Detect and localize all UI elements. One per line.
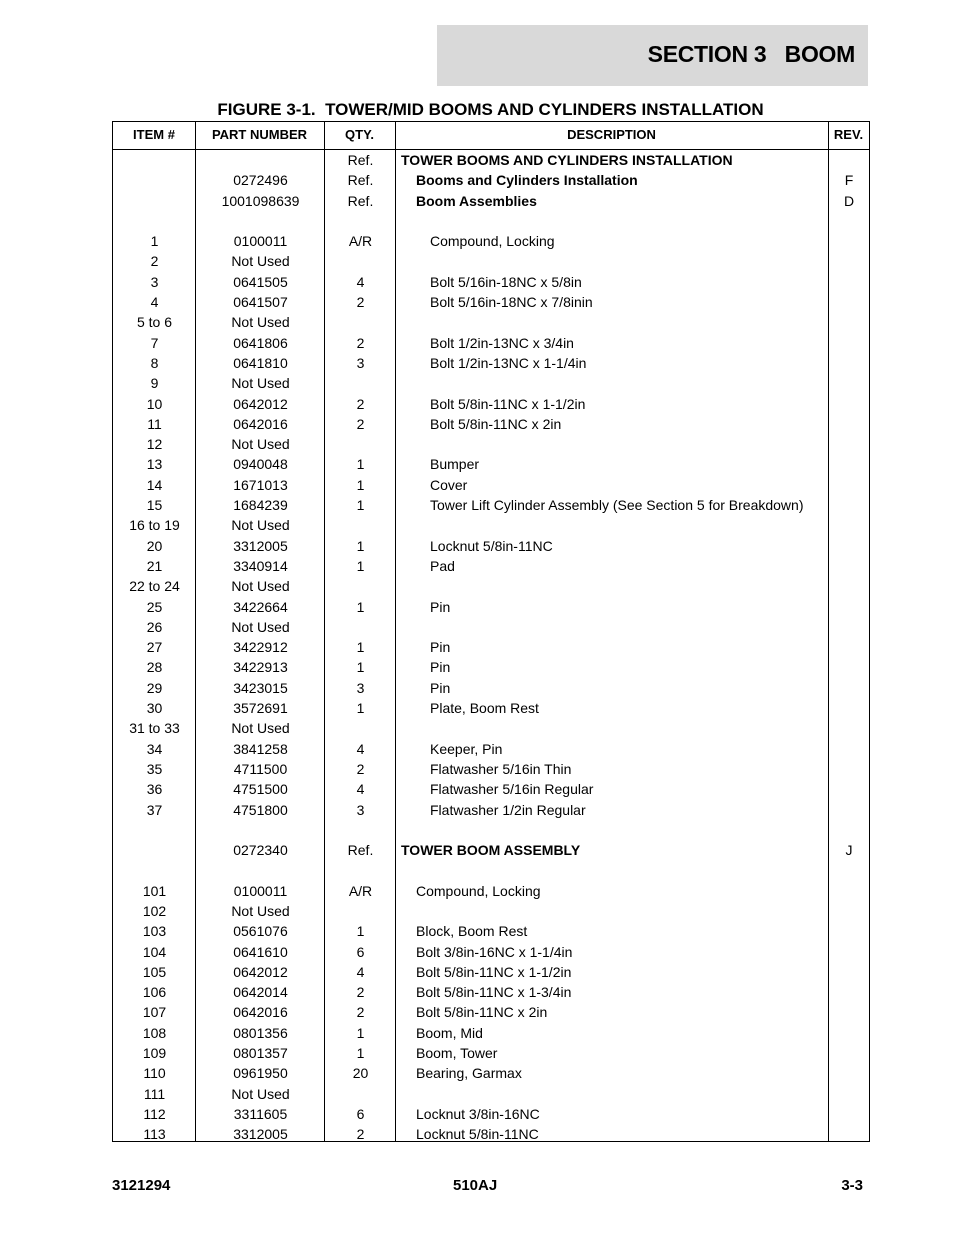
cell-part-number: 0642014: [233, 984, 288, 1001]
cell-part-number: 3841258: [233, 740, 288, 757]
table-row: [113, 211, 869, 231]
table-row: [113, 353, 869, 373]
cell-description: Cover: [430, 476, 468, 493]
cell-part-number: Not Used: [231, 436, 290, 453]
cell-quantity: 4: [356, 273, 365, 290]
cell-quantity: 2: [356, 1126, 365, 1143]
cell-revision: D: [843, 192, 855, 209]
cell-quantity: A/R: [348, 882, 373, 899]
cell-quantity: 1: [356, 537, 365, 554]
table-row: [113, 1002, 869, 1022]
cell-item-number: 37: [146, 801, 163, 818]
cell-part-number: 0100011: [233, 233, 288, 250]
cell-item-number: 103: [142, 923, 167, 940]
cell-item-number: 108: [142, 1024, 167, 1041]
cell-item-number: 12: [146, 436, 163, 453]
cell-part-number: 4711500: [233, 760, 288, 777]
cell-item-number: 112: [143, 1105, 166, 1122]
cell-part-number: Not Used: [231, 314, 290, 331]
cell-description: Pin: [430, 639, 451, 656]
cell-quantity: 2: [356, 395, 365, 412]
cell-description: Bolt 5/8in-11NC x 1-3/4in: [416, 984, 572, 1001]
cell-part-number: 3312005: [233, 1126, 288, 1143]
cell-item-number: 35: [146, 760, 163, 777]
cell-quantity: Ref.: [347, 842, 374, 859]
table-row: [113, 617, 869, 637]
cell-description: Bolt 1/2in-13NC x 1-1/4in: [430, 354, 587, 371]
cell-quantity: 2: [356, 294, 365, 311]
cell-item-number: 4: [150, 294, 159, 311]
cell-quantity: 1: [356, 1045, 365, 1062]
cell-part-number: 0100011: [233, 882, 288, 899]
table-row: [113, 1023, 869, 1043]
cell-description: TOWER BOOMS AND CYLINDERS INSTALLATION: [401, 152, 733, 168]
cell-quantity: 6: [356, 1105, 365, 1122]
cell-quantity: 2: [356, 760, 365, 777]
table-row: [113, 1084, 869, 1104]
cell-description: Bumper: [430, 456, 480, 473]
table-row: [113, 536, 869, 556]
header-qty: QTY.: [345, 127, 374, 142]
cell-quantity: Ref.: [347, 192, 374, 209]
cell-item-number: 8: [150, 354, 159, 371]
cell-description: Bolt 5/16in-18NC x 7/8inin: [430, 294, 593, 311]
cell-part-number: 3422913: [233, 659, 288, 676]
table-row: [113, 454, 869, 474]
table-row: [113, 434, 869, 454]
table-row: [113, 962, 869, 982]
cell-item-number: 16 to 19: [129, 517, 180, 534]
cell-part-number: 0642012: [233, 963, 288, 980]
cell-item-number: 111: [143, 1085, 166, 1102]
cell-item-number: 20: [146, 537, 163, 554]
cell-description: Bearing, Garmax: [416, 1065, 522, 1082]
table-row: [113, 292, 869, 312]
cell-part-number: 0801357: [233, 1045, 288, 1062]
cell-part-number: 3312005: [233, 537, 288, 554]
cell-description: Bolt 3/8in-16NC x 1-1/4in: [416, 943, 573, 960]
cell-part-number: 3572691: [233, 700, 288, 717]
cell-item-number: 22 to 24: [129, 578, 180, 595]
cell-item-number: 31 to 33: [129, 720, 180, 737]
section-header-box: [437, 25, 868, 86]
cell-part-number: 0801356: [233, 1024, 288, 1041]
table-row: [113, 1124, 869, 1144]
cell-part-number: 1671013: [233, 476, 288, 493]
cell-part-number: Not Used: [231, 253, 290, 270]
table-row: [113, 394, 869, 414]
cell-item-number: 28: [146, 659, 163, 676]
cell-quantity: 1: [356, 659, 365, 676]
cell-part-number: 0940048: [233, 456, 288, 473]
cell-quantity: 2: [356, 984, 365, 1001]
cell-part-number: 0641610: [233, 943, 288, 960]
cell-quantity: 2: [356, 334, 365, 351]
header-item: ITEM #: [133, 127, 175, 142]
cell-part-number: Not Used: [231, 517, 290, 534]
cell-description: Locknut 3/8in-16NC: [416, 1105, 540, 1122]
cell-part-number: 0641505: [233, 273, 288, 290]
cell-description: Bolt 5/8in-11NC x 1-1/2in: [430, 395, 586, 412]
cell-quantity: 2: [356, 415, 365, 432]
cell-item-number: 25: [146, 598, 163, 615]
cell-part-number: 0272340: [233, 842, 288, 859]
cell-item-number: 113: [143, 1126, 166, 1143]
cell-item-number: 106: [142, 984, 167, 1001]
table-row: [113, 1104, 869, 1124]
cell-quantity: 3: [356, 679, 365, 696]
cell-item-number: 101: [142, 882, 167, 899]
cell-quantity: 1: [356, 456, 365, 473]
cell-description: Pin: [430, 679, 451, 696]
cell-description: Boom, Mid: [416, 1024, 483, 1041]
table-row: [113, 820, 869, 840]
cell-part-number: 0561076: [233, 923, 288, 940]
cell-description: Flatwasher 5/16in Regular: [430, 781, 594, 798]
table-row: [113, 191, 869, 211]
parts-table: [112, 121, 870, 1142]
table-row: [113, 921, 869, 941]
cell-quantity: Ref.: [347, 152, 374, 168]
cell-quantity: 4: [356, 740, 365, 757]
table-row: [113, 1043, 869, 1063]
table-row: [113, 779, 869, 799]
table-row: [113, 515, 869, 535]
cell-part-number: 3311605: [233, 1105, 288, 1122]
table-row: [113, 657, 869, 677]
cell-part-number: 0642012: [233, 395, 288, 412]
table-row: [113, 495, 869, 515]
cell-quantity: 2: [356, 1004, 365, 1021]
cell-part-number: Not Used: [231, 375, 290, 392]
cell-part-number: 1684239: [233, 497, 288, 514]
cell-item-number: 21: [146, 557, 163, 574]
cell-revision: F: [844, 172, 854, 189]
cell-quantity: 3: [356, 801, 365, 818]
figure-title: FIGURE 3-1. TOWER/MID BOOMS AND CYLINDERS INSTALLATION: [217, 100, 764, 119]
table-row: [113, 718, 869, 738]
table-body: [113, 150, 869, 1145]
cell-item-number: 2: [150, 253, 159, 270]
cell-quantity: 1: [356, 476, 365, 493]
cell-part-number: Not Used: [231, 902, 290, 919]
cell-description: Bolt 1/2in-13NC x 3/4in: [430, 334, 574, 351]
cell-part-number: 0641507: [233, 294, 288, 311]
cell-part-number: 0641806: [233, 334, 288, 351]
table-row: [113, 556, 869, 576]
table-row: [113, 150, 869, 170]
cell-quantity: 1: [356, 700, 365, 717]
cell-item-number: 14: [146, 476, 163, 493]
footer-model: 510AJ: [453, 1177, 498, 1194]
table-row: [113, 312, 869, 332]
cell-part-number: 3340914: [233, 557, 288, 574]
cell-description: Boom, Tower: [416, 1045, 498, 1062]
cell-description: Compound, Locking: [416, 882, 541, 899]
cell-quantity: A/R: [348, 233, 373, 250]
cell-part-number: Not Used: [231, 618, 290, 635]
table-row: [113, 739, 869, 759]
table-row: [113, 982, 869, 1002]
table-row: [113, 881, 869, 901]
cell-quantity: 1: [356, 497, 365, 514]
cell-quantity: 4: [356, 781, 365, 798]
cell-description: Flatwasher 1/2in Regular: [430, 801, 586, 818]
cell-item-number: 110: [143, 1065, 166, 1082]
cell-item-number: 27: [146, 639, 163, 656]
table-row: [113, 698, 869, 718]
cell-part-number: 3423015: [233, 679, 288, 696]
table-row: [113, 800, 869, 820]
cell-description: Boom Assemblies: [416, 192, 537, 209]
cell-part-number: Not Used: [231, 720, 290, 737]
cell-item-number: 11: [147, 415, 162, 432]
table-row: [113, 759, 869, 779]
cell-description: Locknut 5/8in-11NC: [430, 537, 553, 554]
section-title: SECTION 3 BOOM: [647, 41, 855, 67]
table-row: [113, 840, 869, 860]
table-row: [113, 414, 869, 434]
cell-part-number: 0642016: [233, 1004, 288, 1021]
cell-quantity: 4: [356, 963, 365, 980]
table-row: [113, 333, 869, 353]
footer-page-number: 3-3: [841, 1177, 863, 1194]
cell-item-number: 9: [150, 375, 159, 392]
cell-item-number: 26: [146, 618, 163, 635]
table-row: [113, 231, 869, 251]
cell-description: Keeper, Pin: [430, 740, 503, 757]
cell-quantity: 6: [356, 943, 365, 960]
cell-item-number: 3: [150, 273, 159, 290]
table-row: [113, 637, 869, 657]
cell-description: Block, Boom Rest: [416, 923, 528, 940]
cell-item-number: 34: [146, 740, 163, 757]
cell-description: Bolt 5/8in-11NC x 2in: [416, 1004, 548, 1021]
cell-quantity: Ref.: [347, 172, 374, 189]
cell-item-number: 1: [150, 233, 159, 250]
table-row: [113, 373, 869, 393]
header-description: DESCRIPTION: [567, 127, 656, 142]
header-part-number: PART NUMBER: [211, 127, 308, 142]
cell-item-number: 107: [142, 1004, 167, 1021]
cell-part-number: 1001098639: [221, 192, 300, 209]
cell-item-number: 105: [142, 963, 167, 980]
table-row: [113, 860, 869, 880]
table-row: [113, 251, 869, 271]
cell-part-number: Not Used: [231, 1085, 290, 1102]
table-row: [113, 1063, 869, 1083]
cell-item-number: 109: [142, 1045, 167, 1062]
cell-description: Compound, Locking: [430, 233, 555, 250]
cell-quantity: 1: [356, 598, 365, 615]
cell-description: Locknut 5/8in-11NC: [416, 1126, 539, 1143]
cell-description: Tower Lift Cylinder Assembly (See Section 5 for Breakdown): [430, 497, 804, 514]
cell-quantity: 20: [352, 1065, 369, 1082]
table-row: [113, 942, 869, 962]
cell-part-number: 4751800: [233, 801, 288, 818]
cell-quantity: 1: [356, 923, 365, 940]
cell-item-number: 29: [146, 679, 163, 696]
cell-item-number: 7: [150, 334, 159, 351]
table-row: [113, 576, 869, 596]
cell-item-number: 30: [146, 700, 163, 717]
cell-revision: J: [845, 842, 853, 859]
header-rev: REV.: [833, 127, 864, 142]
cell-part-number: 0642016: [233, 415, 288, 432]
cell-part-number: 0272496: [233, 172, 288, 189]
cell-item-number: 36: [146, 781, 163, 798]
cell-description: Pin: [430, 598, 451, 615]
cell-item-number: 15: [146, 497, 163, 514]
table-row: [113, 597, 869, 617]
cell-item-number: 104: [142, 943, 167, 960]
cell-item-number: 10: [146, 395, 163, 412]
cell-description: Bolt 5/8in-11NC x 1-1/2in: [416, 963, 572, 980]
cell-description: TOWER BOOM ASSEMBLY: [401, 842, 581, 859]
cell-description: Flatwasher 5/16in Thin: [430, 760, 572, 777]
cell-part-number: 0641810: [233, 354, 288, 371]
cell-description: Plate, Boom Rest: [430, 700, 539, 717]
cell-item-number: 102: [142, 902, 167, 919]
cell-description: Bolt 5/8in-11NC x 2in: [430, 415, 562, 432]
cell-description: Booms and Cylinders Installation: [416, 172, 638, 189]
footer-doc-number: 3121294: [112, 1177, 171, 1194]
cell-item-number: 5 to 6: [136, 314, 173, 331]
table-row: [113, 272, 869, 292]
cell-quantity: 1: [356, 639, 365, 656]
cell-quantity: 3: [356, 354, 365, 371]
cell-item-number: 13: [146, 456, 163, 473]
table-row: [113, 678, 869, 698]
cell-quantity: 1: [356, 557, 365, 574]
cell-quantity: 1: [356, 1024, 365, 1041]
cell-description: Bolt 5/16in-18NC x 5/8in: [430, 273, 582, 290]
cell-part-number: 4751500: [233, 781, 288, 798]
table-row: [113, 901, 869, 921]
cell-part-number: Not Used: [231, 578, 290, 595]
cell-part-number: 3422912: [233, 639, 288, 656]
cell-part-number: 3422664: [233, 598, 288, 615]
cell-description: Pad: [430, 557, 455, 574]
table-row: [113, 475, 869, 495]
table-row: [113, 170, 869, 190]
cell-part-number: 0961950: [233, 1065, 288, 1082]
cell-description: Pin: [430, 659, 451, 676]
